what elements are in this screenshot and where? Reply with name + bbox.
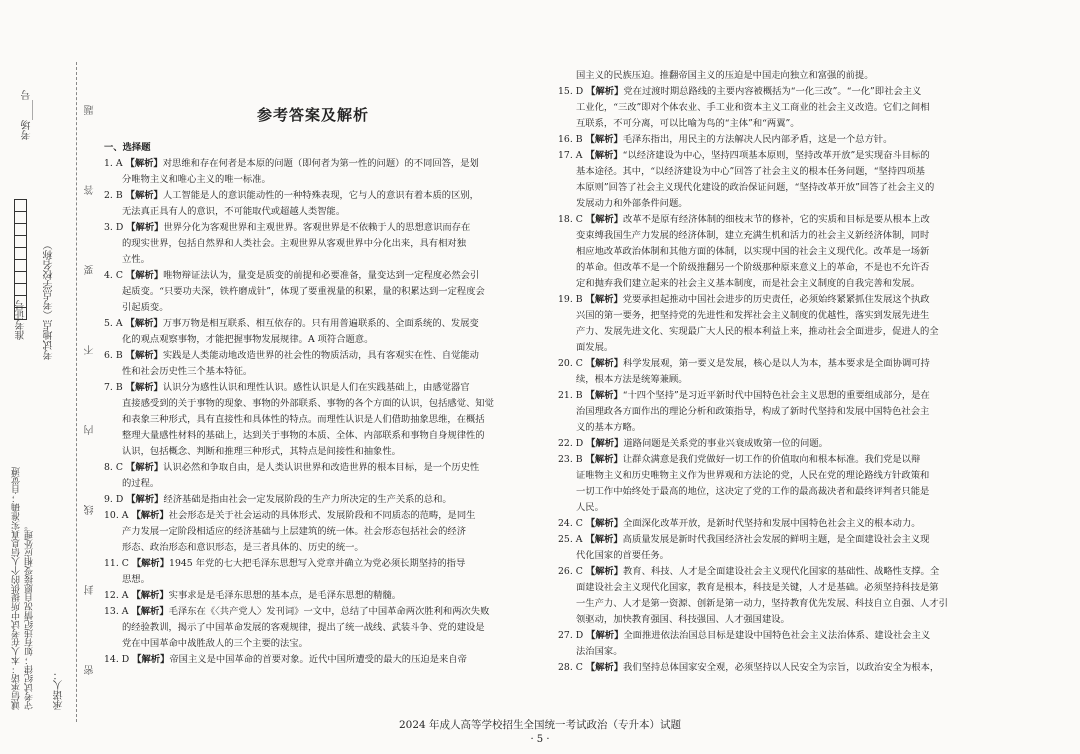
analysis-tag: 【解析】	[585, 454, 623, 465]
analysis-tag: 【解析】	[585, 566, 624, 577]
answer-number: 17. A	[558, 150, 583, 161]
answer-text-continued: 面发展。	[576, 342, 614, 353]
answer-text: 党在过渡时期总路线的主要内容被概括为“一化三改”。“一化”即社会主义	[623, 86, 922, 97]
answer-text: 实践是人类能动地改造世界的社会性的物质活动，具有客观实在性、自觉能动	[162, 350, 479, 361]
answer-text-continued: 人民。	[576, 502, 604, 513]
answer-text: “十四个坚持”是习近平新时代中国特色社会主义思想的重要组成部分，是在	[622, 390, 930, 401]
answer-item	[558, 564, 976, 628]
answer-text-continued: 续，根本方法是统筹兼顾。	[576, 374, 688, 385]
answer-text: 帝国主义是中国革命的首要对象。近代中国所遭受的最大的压迫是来自帝	[169, 654, 467, 665]
answer-text-continued: 相应地改革政治体制和其他方面的体制，以实现中国的社会主义现代化。改革是一场新	[576, 246, 930, 257]
analysis-tag: 【解析】	[131, 590, 169, 601]
analysis-tag: 【解析】	[585, 518, 624, 529]
answer-text: “以经济建设为中心，坚持四项基本原则，坚持改革开放”是实现奋斗目标的	[622, 150, 930, 161]
answer-item	[104, 188, 522, 220]
answer-text-continued: 法治国家。	[576, 646, 623, 657]
answer-text-continued: 一切工作中始终处于最高的地位，这决定了党的工作的最高裁决者和最终评判者只能是	[576, 486, 930, 497]
answer-text: 对思维和存在何者是本原的问题（即何者为第一性的问题）的不同回答，是划	[162, 158, 479, 169]
answer-item	[104, 588, 522, 604]
answer-text-continued: 形态、政治形态和意识形态，是三者具体的、历史的统一。	[122, 542, 364, 553]
exam-room-label: 考场____号	[22, 90, 33, 140]
answer-number: 8. C	[104, 462, 123, 473]
analysis-tag: 【解析】	[125, 318, 163, 329]
answer-text: 全面深化改革开放，是新时代坚持和发展中国特色社会主义的根本动力。	[623, 518, 921, 529]
answer-text: 唯物辩证法认为，量变是质变的前提和必要准备，量变达到一定程度必然会引	[163, 270, 480, 281]
answer-text: 科学发展观，第一要义是发展，核心是以人为本，基本要求是全面协调可持	[623, 358, 930, 369]
answer-number: 14. D	[104, 654, 130, 665]
answer-item	[104, 508, 522, 556]
answer-number: 22. D	[558, 438, 584, 449]
answer-number: 27. D	[558, 630, 584, 641]
answer-text-continued: 变束缚我国生产力发展的经济体制，建立充满生机和活力的社会主义新经济体制，同时	[576, 230, 930, 241]
answer-text-continued: 党在中国革命中战胜敌人的三个主要的法宝。	[122, 638, 308, 649]
answer-text: 全面推进依法治国总目标是建设中国特色社会主义法治体系、建设社会主义	[623, 630, 931, 641]
answer-text-continued: 定和抛弃我们建立起来的社会主义基本制度，而是社会主义制度的自我完善和发展。	[576, 278, 920, 289]
answer-number: 19. B	[558, 294, 583, 305]
answer-item	[558, 356, 976, 388]
analysis-tag: 【解析】	[131, 606, 169, 617]
answer-item	[104, 460, 522, 492]
answer-text: 认识分为感性认识和理性认识。感性认识是人们在实践基础上，由感觉器官	[162, 382, 470, 393]
answer-text-continued: 引起质变。	[122, 302, 169, 313]
answer-number: 16. B	[558, 134, 583, 145]
answer-item	[104, 316, 522, 348]
analysis-tag: 【解析】	[586, 438, 624, 449]
answer-number: 28. C	[558, 662, 583, 673]
answer-item	[558, 212, 976, 292]
answer-text: 实事求是是毛泽东思想的基本点，是毛泽东思想的精髓。	[168, 590, 402, 601]
continued-text: 国主义的民族压迫。推翻帝国主义的压迫是中国走向独立和富强的前提。	[576, 70, 874, 81]
answer-number: 21. B	[558, 390, 583, 401]
answer-text-continued: 治国理政各方面作出的理论分析和政策指导，构成了新时代坚持和发展中国特色社会主	[576, 406, 930, 417]
integrity-pledge: 诚信承诺：本人在考试中所提供的个人信息真实准确；自觉遵守考试纪律；如有违纪情况自愿接受相应处理。	[12, 467, 35, 710]
binding-char: 密	[85, 665, 96, 675]
answer-number: 6. B	[104, 350, 123, 361]
answer-text-continued: 义的基本方略。	[576, 422, 642, 433]
answer-item	[104, 220, 522, 268]
answer-text-continued: 整理大量感性材料的基础上，达到关于事物的本质、全体、内部联系和事物自身规律性的	[122, 430, 485, 441]
analysis-tag: 【解析】	[125, 158, 163, 169]
answer-text: 人工智能是人的意识能动性的一种特殊表现，它与人的意识有着本质的区别，	[162, 190, 479, 201]
answer-text-continued: 兴国的第一要务，把坚持党的先进性和发挥社会主义制度的优越性，落实到发展先进生	[576, 310, 930, 321]
answer-text: 世界分化为客观世界和主观世界。客观世界是不依赖于人的思想意识而存在	[163, 222, 471, 233]
answer-text: 道路问题是关系党的事业兴衰成败第一位的问题。	[623, 438, 828, 449]
answer-text-continued: 一生产力、人才是第一资源、创新是第一动力，坚持教育优先发展、科技自立自强、人才引	[576, 598, 948, 609]
binding-char: 不	[85, 345, 96, 355]
analysis-tag: 【解析】	[125, 382, 163, 393]
binding-line	[76, 62, 77, 722]
analysis-tag: 【解析】	[126, 494, 164, 505]
answer-text-continued: 立性。	[122, 254, 150, 265]
answer-text-continued: 产力发展一定阶段相适应的经济基础与上层建筑的统一体。社会形态包括社会的经济	[122, 526, 466, 537]
binding-char: 答	[85, 185, 96, 195]
answer-number: 7. B	[104, 382, 123, 393]
answer-item	[104, 604, 522, 652]
answer-text-continued: 直接感受到的关于事物的现象、事物的外部联系、事物的各个方面的认识，包括感觉、知觉	[122, 398, 494, 409]
answer-item	[104, 156, 522, 188]
answer-number: 10. A	[104, 510, 129, 521]
exam-info-sidebar	[0, 0, 100, 754]
binding-char: 要	[85, 265, 96, 275]
answer-number: 1. A	[104, 158, 123, 169]
section-heading: 一、选择题	[104, 142, 151, 153]
answer-item	[558, 388, 976, 436]
answer-text: 改革不是原有经济体制的细枝末节的修补，它的实质和目标是要从根本上改	[623, 214, 930, 225]
answer-text: 万事万物是相互联系、相互依存的。只有用普遍联系的、全面系统的、发展变	[162, 318, 479, 329]
answer-text-continued: 的革命。但改革不是一个阶级推翻另一个阶级那种原来意义上的革命，不是也不允许否	[576, 262, 930, 273]
answer-text-continued: 本原则”回答了社会主义现代化建设的政治保证问题，“坚持改革开放”回答了社会主义的	[576, 182, 935, 193]
answer-item	[558, 84, 976, 132]
binding-char: 线	[85, 505, 96, 515]
answer-item	[104, 556, 522, 588]
answer-number: 4. C	[104, 270, 123, 281]
answer-text-continued: 性和社会历史性三个基本特征。	[122, 366, 253, 377]
answer-number: 9. D	[104, 494, 124, 505]
answer-item	[558, 132, 976, 148]
answer-item	[104, 492, 522, 508]
analysis-tag: 【解析】	[132, 654, 170, 665]
answer-number: 5. A	[104, 318, 123, 329]
page-number: · 5 ·	[530, 734, 550, 745]
answer-item	[558, 532, 976, 564]
analysis-tag: 【解析】	[131, 510, 169, 521]
answer-text-continued: 基本途径。其中，“以经济建设为中心”回答了社会主义的根本任务问题，“坚持四项基	[576, 166, 925, 177]
admission-number-label: 准考证号	[16, 300, 27, 340]
answer-number: 25. A	[558, 534, 583, 545]
answer-number: 11. C	[104, 558, 129, 569]
answer-number: 18. C	[558, 214, 583, 225]
answer-text: 高质量发展是新时代我国经济社会发展的鲜明主题，是全面建设社会主义现	[622, 534, 930, 545]
answer-text-continued: 和表象三种形式，具有直接性和具体性的特点。而理性认识是人们借助抽象思维，在概括	[122, 414, 485, 425]
answer-text: 党要承担起推动中国社会进步的历史责任，必须始终紧紧抓住发展这个执政	[622, 294, 930, 305]
answer-text-continued: 的现实世界，包括自然界和人类社会。主观世界从客观世界中分化出来，具有相对独	[122, 238, 466, 249]
analysis-tag: 【解析】	[586, 86, 624, 97]
answer-item	[558, 292, 976, 356]
analysis-tag: 【解析】	[585, 390, 623, 401]
answer-number: 15. D	[558, 86, 584, 97]
answer-text-continued: 领驱动，加快教育强国、科技强国、人才强国建设。	[576, 614, 790, 625]
seal-line-notice	[83, 70, 97, 710]
analysis-tag: 【解析】	[125, 350, 163, 361]
answer-text-continued: 的经验教训，揭示了中国革命发展的客观规律，提出了统一战线、武装斗争、党的建设是	[122, 622, 485, 633]
analysis-tag: 【解析】	[585, 214, 624, 225]
answer-number: 24. C	[558, 518, 583, 529]
answer-item	[558, 516, 976, 532]
answer-text: 经济基础是指由社会一定发展阶段的生产力所决定的生产关系的总和。	[163, 494, 452, 505]
analysis-tag: 【解析】	[585, 150, 623, 161]
analysis-tag: 【解析】	[125, 190, 163, 201]
analysis-tag: 【解析】	[126, 222, 164, 233]
answer-text: 我们坚持总体国家安全观，必须坚持以人民安全为宗旨，以政治安全为根本，	[623, 662, 940, 673]
answer-text: 让群众满意是我们党做好一切工作的价值取向和根本标准。我们党是以辩	[622, 454, 921, 465]
answer-text-continued: 发展动力和外部条件问题。	[576, 198, 688, 209]
answer-text-continued: 认识，包括概念、判断和推理三种形式，其特点是间接性和抽象性。	[122, 446, 401, 457]
answer-text: 认识必然和争取自由，是人类认识世界和改造世界的根本目标，是一个历史性	[163, 462, 480, 473]
analysis-tag: 【解析】	[585, 662, 624, 673]
answer-text-continued: 证唯物主义和历史唯物主义作为世界观和方法论的党，人民在党的理论路线方针政策和	[576, 470, 930, 481]
admission-number-boxes[interactable]	[14, 200, 27, 320]
answer-item	[558, 436, 976, 452]
answer-number: 13. A	[104, 606, 129, 617]
answer-text-continued: 思想。	[122, 574, 150, 585]
answer-item	[558, 660, 976, 676]
answer-text-continued: 代化国家的首要任务。	[576, 550, 669, 561]
answer-number: 3. D	[104, 222, 124, 233]
answer-text: 1945 年党的七大把毛泽东思想写入党章并确立为党必须长期坚持的指导	[169, 558, 466, 569]
answer-text: 毛泽东指出，用民主的方法解决人民内部矛盾，这是一个总方针。	[622, 134, 893, 145]
answer-item	[104, 268, 522, 316]
answer-text-continued: 化的观点观察事物，才能把握事物发展规律。A 项符合题意。	[122, 334, 374, 345]
answer-text-continued: 产力、发展先进文化、实现最广大人民的根本利益上来，推动社会全面进步，促进人的全	[576, 326, 939, 337]
exam-footer: 2024 年成人高等学校招生全国统一考试政治（专升本）试题	[398, 719, 682, 731]
page-title: 参考答案及解析	[256, 106, 369, 124]
answer-text-continued: 起质变。“只要功夫深，铁杵磨成针”，体现了要重视量的积累，量的积累达到一定程度会	[122, 286, 485, 297]
answer-text-continued: 分唯物主义和唯心主义的唯一标准。	[122, 174, 271, 185]
answer-item	[104, 652, 522, 668]
binding-char: 封	[85, 585, 96, 595]
answer-number: 2. B	[104, 190, 123, 201]
answer-number: 12. A	[104, 590, 129, 601]
analysis-tag: 【解析】	[585, 294, 623, 305]
answer-text: 毛泽东在《〈共产党人〉发刊词》一文中，总结了中国革命两次胜利和两次失败	[168, 606, 490, 617]
analysis-tag: 【解析】	[125, 462, 164, 473]
binding-char: 题	[85, 105, 96, 115]
answers-left-column	[104, 140, 522, 668]
answer-text-continued: 互联系，不可分离，可以比喻为鸟的“主体”和“两翼”。	[576, 118, 800, 129]
answer-text: 社会形态是关于社会运动的具体形式、发展阶段和不同质态的范畴，是同生	[168, 510, 476, 521]
answer-number: 23. B	[558, 454, 583, 465]
answer-text-continued: 工业化，“三改”即对个体农业、手工业和资本主义工商业的社会主义改造。它们之间相	[576, 102, 930, 113]
binding-char: 内	[85, 425, 96, 435]
answer-number: 26. C	[558, 566, 583, 577]
analysis-tag: 【解析】	[586, 630, 624, 641]
answer-item	[104, 348, 522, 380]
analysis-tag: 【解析】	[585, 534, 623, 545]
analysis-tag: 【解析】	[585, 134, 623, 145]
analysis-tag: 【解析】	[585, 358, 624, 369]
answer-item	[558, 628, 976, 660]
answer-text-continued: 面建设社会主义现代化国家，教育是根本，科技是关键，人才是基础。必须坚持科技是第	[576, 582, 939, 593]
exam-location-label: 考试地点（考点学校名称）	[44, 240, 55, 360]
answer-item	[558, 452, 976, 516]
answer-number: 20. C	[558, 358, 583, 369]
answers-right-column	[558, 68, 976, 676]
pledger-label: 承诺人：	[54, 670, 65, 710]
answer-item	[558, 148, 976, 212]
answer-text: 教育、科技、人才是全面建设社会主义现代化国家的基础性、战略性支撑。全	[623, 566, 940, 577]
analysis-tag: 【解析】	[125, 270, 164, 281]
answer-text-continued: 无法真正具有人的意识，不可能取代或超越人类智能。	[122, 206, 346, 217]
answer-item	[104, 380, 522, 460]
analysis-tag: 【解析】	[131, 558, 170, 569]
answer-text-continued: 的过程。	[122, 478, 160, 489]
